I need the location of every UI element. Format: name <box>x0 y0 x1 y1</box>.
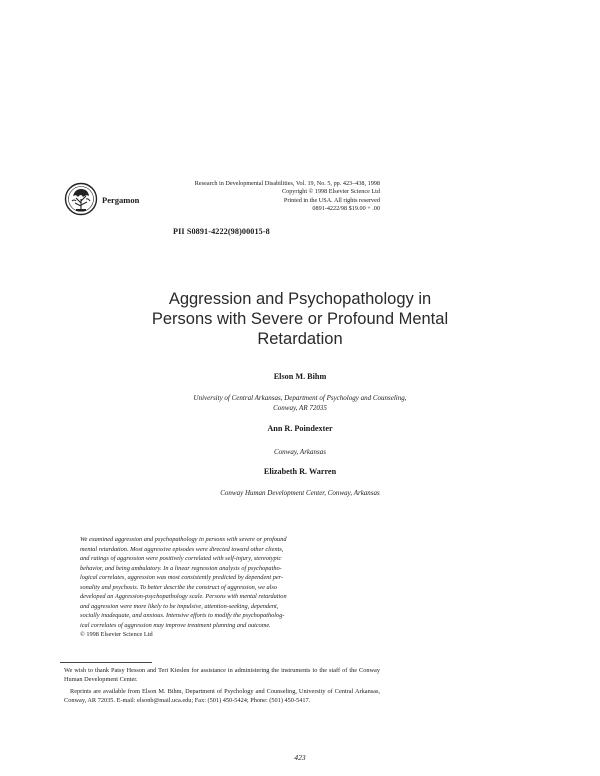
footnotes <box>64 666 380 705</box>
journal-citation <box>160 180 380 213</box>
abstract <box>80 535 382 640</box>
abstract-line: and aggression were more likely to be impulsive, attention-seeking, dependent, <box>80 602 279 610</box>
abstract-line: We examined aggression and psychopathology in persons with severe or profound <box>80 536 287 543</box>
publisher-name: Pergamon <box>102 195 140 205</box>
acknowledgment-note: We wish to thank Patsy Hesson and Teri Kieslen for assistance in administering the instruments to the staff of the Conway Human Development Center. <box>64 667 380 684</box>
journal-line: Copyright © 1998 Elsevier Science Ltd <box>281 188 380 196</box>
abstract-line: mental retardation. Most aggressive episodes were directed toward other clients, <box>80 545 284 553</box>
title-line: Retardation <box>257 330 343 348</box>
reprints-note: Reprints are available from Elson M. Bihm, Department of Psychology and Counseling, University of Central Arkansas, Conway, AR 72035. E-mail: elsonb@mail.uca.edu; Fax: (501) 450-5424; Phone: (501) 450-5417. <box>64 687 380 704</box>
article-title <box>60 289 540 349</box>
journal-line: Printed in the USA. All rights reserved <box>283 196 380 204</box>
pii-identifier: PII S0891-4222(98)00015-8 <box>173 227 270 236</box>
affiliation-line: Conway, AR 72035 <box>273 403 327 412</box>
author-name: Elizabeth R. Warren <box>263 467 337 476</box>
abstract-line: developed an Aggression-psychopathology scale. Persons with mental retardation <box>80 593 287 601</box>
affiliation-line: Conway, Arkansas <box>274 448 326 456</box>
affiliation-line: Conway Human Development Center, Conway, Arkansas <box>220 489 380 497</box>
journal-line: Research in Developmental Disabilities, Vol. 19, No. 5, pp. 423–438, 1998 <box>194 180 380 187</box>
publisher-logo <box>64 182 98 216</box>
abstract-line: ical correlates of aggression may improve treatment planning and outcome. <box>80 621 271 629</box>
abstract-line: sonality and psychosis. To better describe the construct of aggression, we also <box>80 583 277 591</box>
abstract-line: behavior, and being ambulatory. In a linear regression analysis of psychopatho- <box>80 564 282 572</box>
journal-line: 0891-4222/98 $19.00 + .00 <box>312 204 380 212</box>
title-line: Aggression and Psychopathology in <box>168 290 432 308</box>
abstract-line: socially inadequate, and anxious. Intensive efforts to modify the psychopatholog- <box>80 612 285 620</box>
page-number: 423 <box>294 753 306 762</box>
author-affiliation <box>0 394 600 413</box>
affiliation-line: University of Central Arkansas, Department of Psychology and Counseling, <box>193 394 407 402</box>
abstract-line: and ratings of aggression were positively correlated with self-injury, stereotypic <box>80 555 282 563</box>
footnote-rule <box>60 662 152 663</box>
title-line: Persons with Severe or Profound Mental <box>151 310 449 328</box>
abstract-copyright: © 1998 Elsevier Science Ltd <box>80 631 153 639</box>
author-affiliation <box>0 448 600 458</box>
author-affiliation <box>0 489 600 499</box>
author-name: Ann R. Poindexter <box>267 424 333 433</box>
abstract-line: logical correlates, aggression was most consistently predicted by dependent per- <box>80 574 284 582</box>
author-name: Elson M. Bihm <box>273 372 327 381</box>
